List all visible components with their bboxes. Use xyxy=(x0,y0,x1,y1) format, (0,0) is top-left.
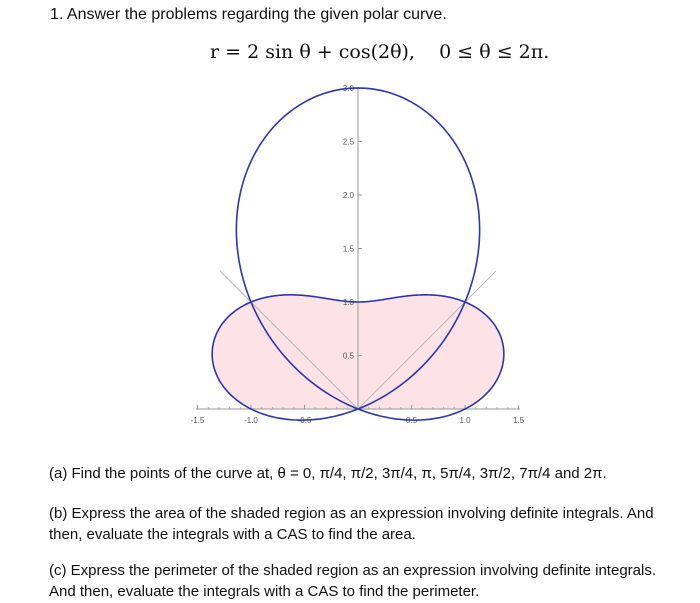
x-tick-label: -1.0 xyxy=(244,416,258,425)
x-tick-label: 0.5 xyxy=(405,416,418,425)
polar-equation: r = 2 sin θ + cos(2θ), 0 ≤ θ ≤ 2π. xyxy=(210,41,550,63)
y-tick-label: 1.5 xyxy=(342,244,354,254)
part-a-text: (a) Find the points of the curve at, θ = 0, π/4, π/2, 3π/4, π, 5π/4, 3π/2, 7π/4 and 2π. xyxy=(49,465,607,482)
part-b-text: (b) Express the area of the shaded region as an expression involving definite integrals. And then, evaluate the integrals with a CAS to find the area. xyxy=(49,505,654,543)
y-tick-label: 1.0 xyxy=(342,298,354,307)
y-tick-label: 0.5 xyxy=(342,351,354,361)
problem-heading: 1. Answer the problems regarding the given polar curve. xyxy=(50,6,447,23)
x-tick-label: 1.5 xyxy=(512,416,525,425)
part-c-text: (c) Express the perimeter of the shaded region as an expression involving definite integrals. And then, evaluate the integrals with a CAS to find the perimeter. xyxy=(49,562,656,600)
x-tick-label: -0.5 xyxy=(297,416,312,425)
y-tick-label: 2.0 xyxy=(342,191,354,200)
x-tick-label: -1.5 xyxy=(190,416,205,425)
y-tick-label: 3.0 xyxy=(342,84,354,93)
x-tick-label: 1.0 xyxy=(459,416,471,425)
y-tick-label: 2.5 xyxy=(342,137,354,147)
